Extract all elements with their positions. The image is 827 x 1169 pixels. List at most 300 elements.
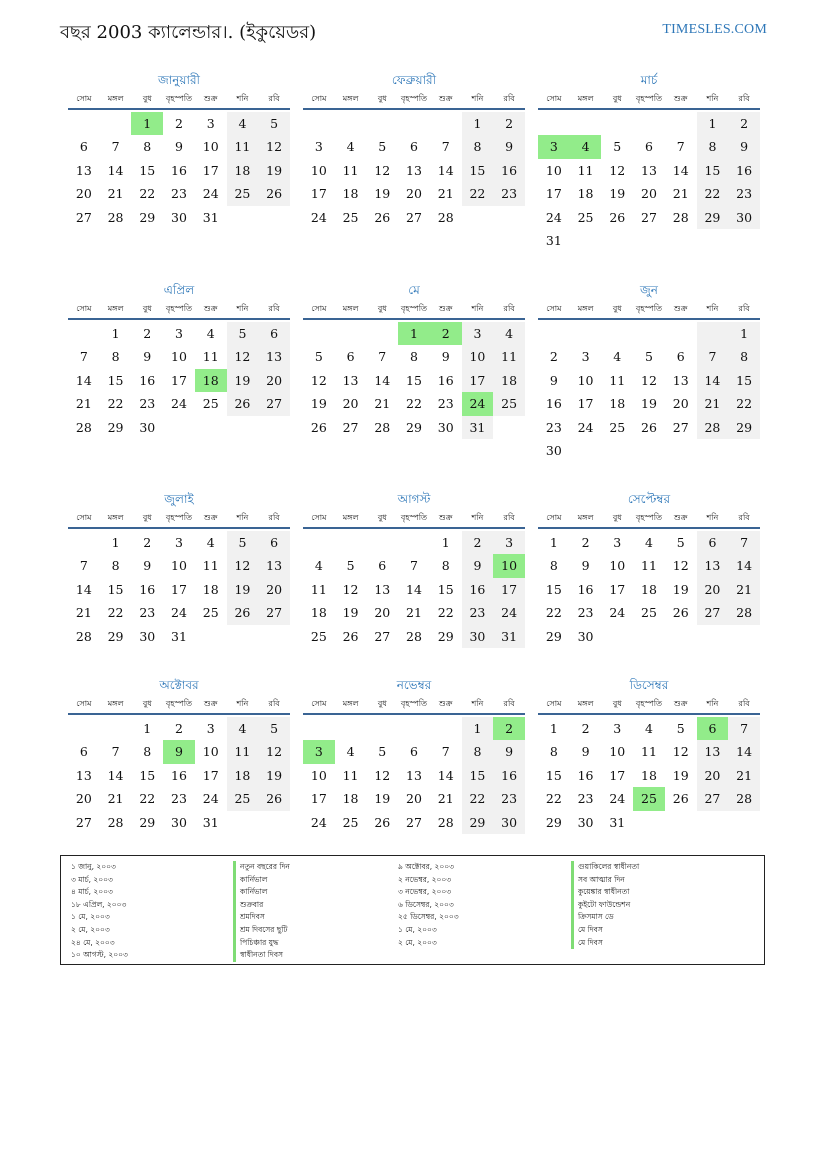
day-cell: 20 [75,186,92,202]
day-cell: 14 [75,372,92,388]
day-cell: 8 [410,349,418,365]
day-cell: 6 [410,744,418,760]
day-cell: 20 [697,764,729,787]
day-cell: 1 [111,326,120,341]
day-cell: 19 [258,159,290,182]
day-cell: 21 [437,186,454,202]
empty-day-cell [335,531,367,554]
day-cell: 16 [462,578,494,601]
day-cell: 6 [258,531,290,554]
day-cell: 9 [493,740,525,763]
day-cell: 1 [728,322,760,345]
day-cell: 31 [462,416,494,439]
legend-holiday-date: ৩ মার্চ, ২০০৩ [71,874,113,884]
day-cell: 27 [406,209,422,225]
day-cell: 19 [641,396,657,412]
day-cell: 6 [258,322,290,345]
day-cell: 2 [143,326,152,341]
weekday-label: বুধ [142,94,152,103]
weekday-label: শুক্র [673,304,688,313]
day-cell: 31 [171,628,187,644]
day-cell: 10 [310,162,327,178]
weekday-label: রবি [738,94,750,103]
day-cell: 11 [641,558,657,574]
legend-holiday-date: ২ মে, ২০০৩ [71,924,110,934]
day-cell: 18 [609,396,626,412]
legend-holiday-name: শ্রমদিবস [233,911,290,924]
day-cell: 23 [493,787,525,810]
empty-day-cell [398,531,430,554]
day-cell: 10 [202,744,219,760]
month-name: সেপ্টেম্বর [627,492,671,506]
day-cell: 13 [641,162,657,178]
empty-day-cell [68,112,100,135]
day-cell: 26 [227,392,259,415]
day-cell: 15 [107,581,124,597]
day-grid [68,715,290,834]
month-name: অক্টোবর [159,678,199,692]
empty-day-cell [570,322,602,345]
month-name: জুলাই [164,492,194,506]
day-cell: 16 [493,764,525,787]
legend-holiday-date: ৬ ডিসেম্বর, ২০০৩ [398,899,454,909]
empty-day-cell [335,717,367,740]
day-cell: 22 [139,186,156,202]
day-cell: 18 [227,159,259,182]
day-cell: 25 [577,209,594,225]
day-cell: 19 [310,396,327,412]
day-cell: 13 [342,372,359,388]
weekday-header [68,92,290,110]
day-grid [68,320,290,439]
day-cell: 12 [641,372,657,388]
day-cell: 29 [728,416,760,439]
day-cell: 14 [728,740,760,763]
day-cell: 22 [728,392,760,415]
weekday-label: সোম [311,699,327,708]
weekday-label: শুক্র [673,94,688,103]
day-cell: 2 [493,112,525,135]
day-cell: 4 [206,326,215,341]
day-cell: 4 [346,139,355,155]
day-cell: 1 [462,112,494,135]
legend-holiday-date: ২ মে, ২০০৩ [398,937,437,947]
day-cell: 17 [171,581,187,597]
day-cell: 7 [728,531,760,554]
legend-holiday-name: শ্রম দিবসের ছুটি [233,924,290,937]
day-cell: 30 [577,814,594,830]
holiday-day-cell: 3 [303,740,335,763]
day-cell: 11 [577,162,594,178]
day-cell: 3 [206,116,215,131]
day-cell: 25 [227,787,259,810]
day-cell: 31 [545,232,562,248]
month-block [303,489,525,648]
weekday-label: রবি [503,513,515,522]
day-cell: 25 [342,209,359,225]
weekday-header [68,697,290,715]
empty-day-cell [538,112,570,135]
weekday-label: সোম [546,699,562,708]
day-cell: 27 [258,601,290,624]
weekday-label: মঙ্গল [107,513,124,522]
day-cell: 21 [728,764,760,787]
day-cell: 24 [171,605,187,621]
weekday-label: মঙ্গল [577,304,594,313]
day-cell: 2 [728,112,760,135]
day-cell: 23 [171,791,187,807]
day-cell: 30 [437,419,454,435]
day-cell: 25 [310,628,327,644]
weekday-label: শুক্র [203,513,218,522]
holiday-day-cell: 10 [493,554,525,577]
day-cell: 6 [378,558,387,574]
day-cell: 1 [111,535,120,550]
empty-day-cell [100,717,132,740]
weekday-header [68,511,290,529]
day-cell: 18 [577,186,594,202]
day-cell: 24 [577,419,594,435]
weekday-header [68,302,290,320]
day-cell: 17 [493,578,525,601]
day-cell: 10 [577,372,594,388]
day-cell: 29 [139,209,156,225]
legend-holiday-date: ২৪ মে, ২০০৩ [71,937,115,947]
day-cell: 18 [310,605,327,621]
day-cell: 29 [437,628,454,644]
legend-holiday-name: কুয়েঙ্কার স্বাধীনতা [571,886,639,899]
day-cell: 28 [374,419,391,435]
day-cell: 12 [609,162,626,178]
day-cell: 19 [374,791,391,807]
day-cell: 20 [641,186,657,202]
month-name: আগস্ট [397,492,431,506]
empty-day-cell [335,112,367,135]
day-cell: 3 [462,322,494,345]
empty-day-cell [303,322,335,345]
day-cell: 8 [549,744,558,760]
day-cell: 10 [171,349,187,365]
day-cell: 8 [549,558,558,574]
day-cell: 9 [175,139,183,155]
day-cell: 24 [202,791,219,807]
day-cell: 14 [697,369,729,392]
day-cell: 10 [545,162,562,178]
page-title: বছর 2003 ক্যালেন্ডার।. (ইকুয়েডর) [60,22,317,43]
legend-holiday-name: নতুন বছরের দিন [233,861,290,874]
month-block [538,280,760,462]
weekday-label: রবি [738,699,750,708]
day-cell: 23 [139,605,156,621]
day-cell: 4 [645,535,653,550]
legend-holiday-date: ১ মে, ২০০৩ [71,912,110,922]
day-grid [538,529,760,648]
day-cell: 8 [441,558,450,574]
day-cell: 5 [676,721,685,736]
day-cell: 5 [258,717,290,740]
day-cell: 11 [641,744,657,760]
day-cell: 18 [641,767,657,783]
holiday-legend [60,855,765,965]
day-cell: 10 [609,744,626,760]
legend-holiday-date: ২৫ ডিসেম্বর, ২০০৩ [398,912,459,922]
holiday-day-cell: 3 [538,135,570,158]
holiday-day-cell: 6 [697,717,729,740]
day-cell: 10 [310,767,327,783]
weekday-label: বুধ [377,513,387,522]
day-cell: 14 [107,767,124,783]
day-cell: 28 [672,209,689,225]
holiday-day-cell: 18 [195,369,227,392]
weekday-label: রবি [503,94,515,103]
day-cell: 27 [641,209,657,225]
day-cell: 11 [310,581,327,597]
empty-day-cell [303,112,335,135]
weekday-label: শনি [471,304,484,313]
day-cell: 2 [175,721,183,736]
day-cell: 13 [258,345,290,368]
day-cell: 27 [697,787,729,810]
day-cell: 4 [346,744,355,760]
empty-day-cell [538,322,570,345]
day-cell: 2 [581,535,590,550]
day-cell: 8 [111,349,120,365]
weekday-label: রবি [503,699,515,708]
day-cell: 15 [545,767,562,783]
weekday-label: বুধ [142,699,152,708]
month-name: ডিসেম্বর [629,678,669,692]
day-cell: 15 [437,581,454,597]
day-cell: 16 [577,767,594,783]
weekday-label: শুক্র [673,513,688,522]
day-cell: 2 [462,531,494,554]
day-cell: 3 [493,531,525,554]
day-cell: 6 [676,349,685,365]
weekday-header [538,511,760,529]
day-cell: 30 [462,625,494,648]
day-cell: 17 [577,396,594,412]
day-cell: 27 [342,419,359,435]
day-grid [68,529,290,648]
empty-day-cell [633,322,665,345]
day-cell: 30 [577,628,594,644]
weekday-label: মঙ্গল [342,513,359,522]
weekday-label: শনি [236,304,249,313]
empty-day-cell [335,322,367,345]
day-cell: 13 [258,554,290,577]
weekday-label: শুক্র [438,304,453,313]
weekday-label: সোম [546,304,562,313]
weekday-label: সোম [76,304,92,313]
legend-holiday-name: মে দিবস [571,937,639,950]
day-cell: 3 [175,326,183,341]
day-cell: 27 [75,209,92,225]
day-cell: 4 [206,535,215,550]
day-cell: 23 [139,396,156,412]
day-cell: 20 [697,578,729,601]
day-cell: 22 [437,605,454,621]
day-cell: 7 [111,744,120,760]
day-cell: 24 [609,791,626,807]
month-block [68,70,290,229]
day-cell: 23 [493,182,525,205]
day-grid [538,110,760,252]
day-cell: 7 [676,139,685,155]
day-cell: 7 [697,345,729,368]
day-cell: 17 [609,767,626,783]
day-cell: 20 [672,396,689,412]
day-cell: 1 [441,535,450,550]
weekday-label: মঙ্গল [577,699,594,708]
day-cell: 26 [342,628,359,644]
legend-holiday-name: ক্রিসমাস ডে [571,911,639,924]
day-cell: 18 [227,764,259,787]
day-cell: 11 [202,349,219,365]
day-cell: 26 [672,791,689,807]
day-cell: 15 [139,767,156,783]
legend-holiday-name: মে দিবস [571,924,639,937]
weekday-label: শুক্র [203,699,218,708]
month-block [538,489,760,648]
day-cell: 25 [641,605,657,621]
day-cell: 15 [139,162,156,178]
month-name: জুন [640,283,658,297]
day-cell: 22 [139,791,156,807]
weekday-header [538,302,760,320]
day-cell: 6 [645,139,653,155]
legend-holiday-date: ১০ আগস্ট, ২০০৩ [71,950,128,960]
day-cell: 24 [310,814,327,830]
empty-day-cell [697,322,729,345]
day-cell: 8 [143,744,152,760]
holiday-day-cell: 25 [633,787,665,810]
empty-day-cell [303,717,335,740]
day-cell: 28 [406,628,422,644]
day-cell: 6 [697,531,729,554]
day-cell: 22 [545,605,562,621]
day-cell: 12 [374,767,391,783]
day-cell: 12 [258,135,290,158]
day-cell: 19 [672,767,689,783]
weekday-label: রবি [503,304,515,313]
weekday-label: মঙ্গল [342,304,359,313]
day-cell: 28 [697,416,729,439]
day-cell: 14 [406,581,422,597]
day-cell: 7 [441,139,450,155]
site-link[interactable]: TIMESLES.COM [662,22,767,37]
weekday-label: বুধ [142,513,152,522]
empty-day-cell [100,112,132,135]
empty-day-cell [665,322,697,345]
day-cell: 29 [462,811,494,834]
day-cell: 19 [672,581,689,597]
weekday-label: বৃহস্পতি [400,699,428,708]
day-cell: 17 [609,581,626,597]
month-block [538,675,760,834]
day-cell: 16 [728,159,760,182]
day-cell: 17 [171,372,187,388]
weekday-label: বৃহস্পতি [400,513,428,522]
day-cell: 23 [462,601,494,624]
month-block [303,675,525,834]
day-cell: 11 [342,767,359,783]
weekday-header [538,92,760,110]
day-cell: 19 [258,764,290,787]
day-cell: 7 [728,717,760,740]
empty-day-cell [303,531,335,554]
day-cell: 21 [107,791,124,807]
weekday-label: সোম [546,513,562,522]
day-cell: 23 [545,419,562,435]
weekday-label: মঙ্গল [577,94,594,103]
weekday-label: সোম [311,94,327,103]
day-cell: 31 [202,209,219,225]
day-cell: 14 [437,767,454,783]
day-cell: 24 [493,601,525,624]
day-cell: 23 [437,396,454,412]
weekday-label: সোম [546,94,562,103]
month-block [303,280,525,439]
day-cell: 23 [171,186,187,202]
day-cell: 12 [672,744,689,760]
month-name: মে [408,283,420,297]
legend-dates-left [71,861,128,962]
legend-holiday-name: কার্নিভাল [233,874,290,887]
weekday-label: বৃহস্পতি [635,513,663,522]
day-cell: 27 [258,392,290,415]
day-cell: 28 [75,419,92,435]
day-cell: 18 [641,581,657,597]
day-cell: 10 [462,345,494,368]
day-cell: 13 [406,162,422,178]
day-cell: 1 [697,112,729,135]
day-cell: 8 [462,135,494,158]
day-cell: 9 [493,135,525,158]
day-grid [303,715,525,834]
day-cell: 19 [609,186,626,202]
weekday-label: বৃহস্পতি [165,699,193,708]
day-cell: 25 [202,605,219,621]
day-cell: 11 [609,372,626,388]
day-cell: 22 [462,787,494,810]
day-cell: 13 [672,372,689,388]
day-cell: 27 [697,601,729,624]
day-cell: 29 [697,206,729,229]
day-cell: 19 [227,578,259,601]
day-cell: 21 [406,605,422,621]
day-cell: 31 [202,814,219,830]
month-block [538,70,760,252]
day-cell: 12 [342,581,359,597]
legend-holiday-date: ৯ অক্টোবর, ২০০৩ [398,862,455,871]
weekday-label: বৃহস্পতি [635,699,663,708]
day-cell: 22 [107,396,124,412]
day-cell: 16 [577,581,594,597]
day-cell: 18 [493,369,525,392]
day-cell: 20 [75,791,92,807]
day-cell: 11 [342,162,359,178]
weekday-label: শুক্র [203,304,218,313]
empty-day-cell [68,717,100,740]
holiday-day-cell: 24 [462,392,494,415]
weekday-label: বৃহস্পতি [400,304,428,313]
weekday-label: সোম [76,513,92,522]
weekday-label: শুক্র [438,699,453,708]
legend-holiday-name: কার্নিভাল [233,886,290,899]
day-grid [538,320,760,462]
day-cell: 10 [202,139,219,155]
day-cell: 21 [437,791,454,807]
